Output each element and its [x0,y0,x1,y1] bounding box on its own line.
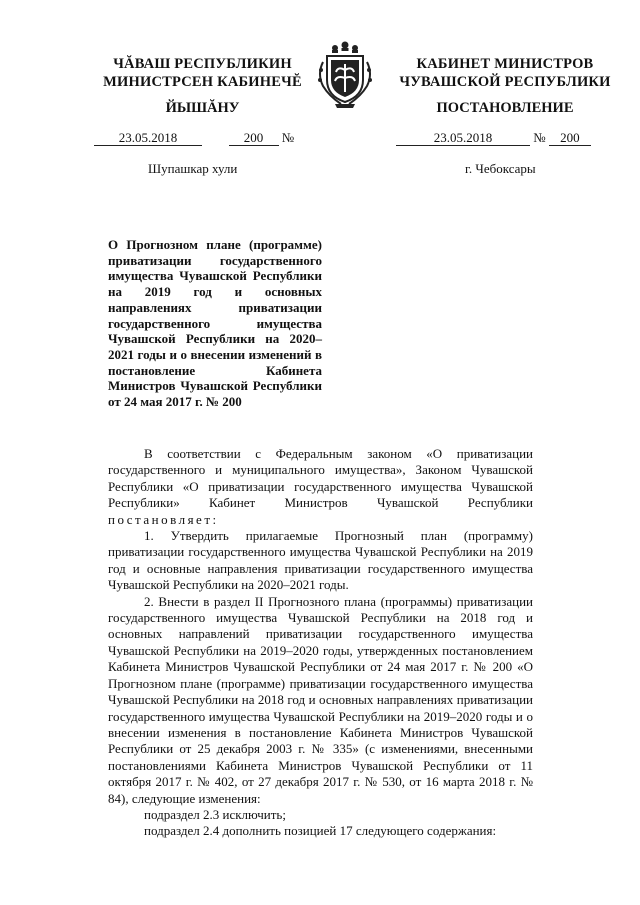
header-left-org [90,55,315,91]
left-date: 23.05.2018 [94,130,202,146]
right-number: 200 [549,130,591,146]
paragraph-2: 2. Внести в раздел II Прогнозного плана (программы) приватизации государственного имущества Чувашской Республики на 2018 год и основных направлений приватизации государственного имущества Чувашской Республики на 2019–2020 годы, утвержденных постановлением Кабинета Министров Чувашской Республики от 24 мая 2017 г. № 200 «О Прогнозном плане (программе) приватизации государственного имущества Чувашской Республики на 2018 год и основных направлениях приватизации государственного имущества Чувашской Республики на 2019–2020 годы и о внесении изменения в постановление Кабинета Министров Чувашской Республики от 25 декабря 2003 г. № 335» (с изменениями, внесенными постановлениями Кабинета Министров Чувашской Республики от 11 октября 2017 г. № 402, от 27 декабря 2017 г. № 530, от 16 марта 2018 г. № 84), следующие изменения: [108,593,533,806]
registration-right [396,130,591,146]
registration-left [94,130,294,146]
preamble-end: : [212,511,217,527]
chuvash-coat-of-arms-icon [313,40,377,110]
place-left: Шупашкар хули [148,161,238,176]
paragraph-preamble [108,446,533,528]
header-right-org [390,55,620,91]
doc-type-right: ПОСТАНОВЛЕНИЕ [436,100,574,116]
paragraph-1: 1. Утвердить прилагаемые Прогнозный план (программу) приватизации государственного имущества Чувашской Республики на 2019 год и основные направления приватизации государственного имущества Чувашской Республики на 2020–2021 годы. [108,528,533,593]
doc-type-left: ЙЫШĂНУ [165,100,240,116]
header-right-line2: ЧУВАШСКОЙ РЕСПУБЛИКИ [399,74,611,90]
header-right-line1: КАБИНЕТ МИНИСТРОВ [416,56,594,72]
paragraph-4: подраздел 2.4 дополнить позицией 17 следующего содержания: [144,823,497,839]
document-subject: О Прогнозном плане (программе) приватизации государственного имущества Чувашской Республики на 2019 год и основных направлениях приватизации государственного имущества Чувашской Республики на 2020–2021 годы и о внесении изменений в постановление Кабинета Министров Чувашской Республики от 24 мая 2017 г. № 200 [108,237,322,410]
left-number: 200 [229,130,279,146]
header-left-line2: МИНИСТРСЕН КАБИНЕЧĔ [103,74,302,90]
preamble-text: В соответствии с Федеральным законом «О приватизации государственного и муниципального имущества», Законом Чувашской Республики «О приватизации государственного имущества Чувашской Республики» Кабинет Министров Чувашской Республики [108,446,533,511]
decree-word: постановляет [108,511,213,527]
header-left-line1: ЧĂВАШ РЕСПУБЛИКИН [113,56,292,72]
paragraph-3: подраздел 2.3 исключить; [144,806,286,822]
place-right: г. Чебоксары [465,161,536,176]
right-number-sign: № [533,130,546,145]
right-date: 23.05.2018 [396,130,530,146]
left-number-sign: № [281,130,295,145]
document-body [108,446,533,840]
